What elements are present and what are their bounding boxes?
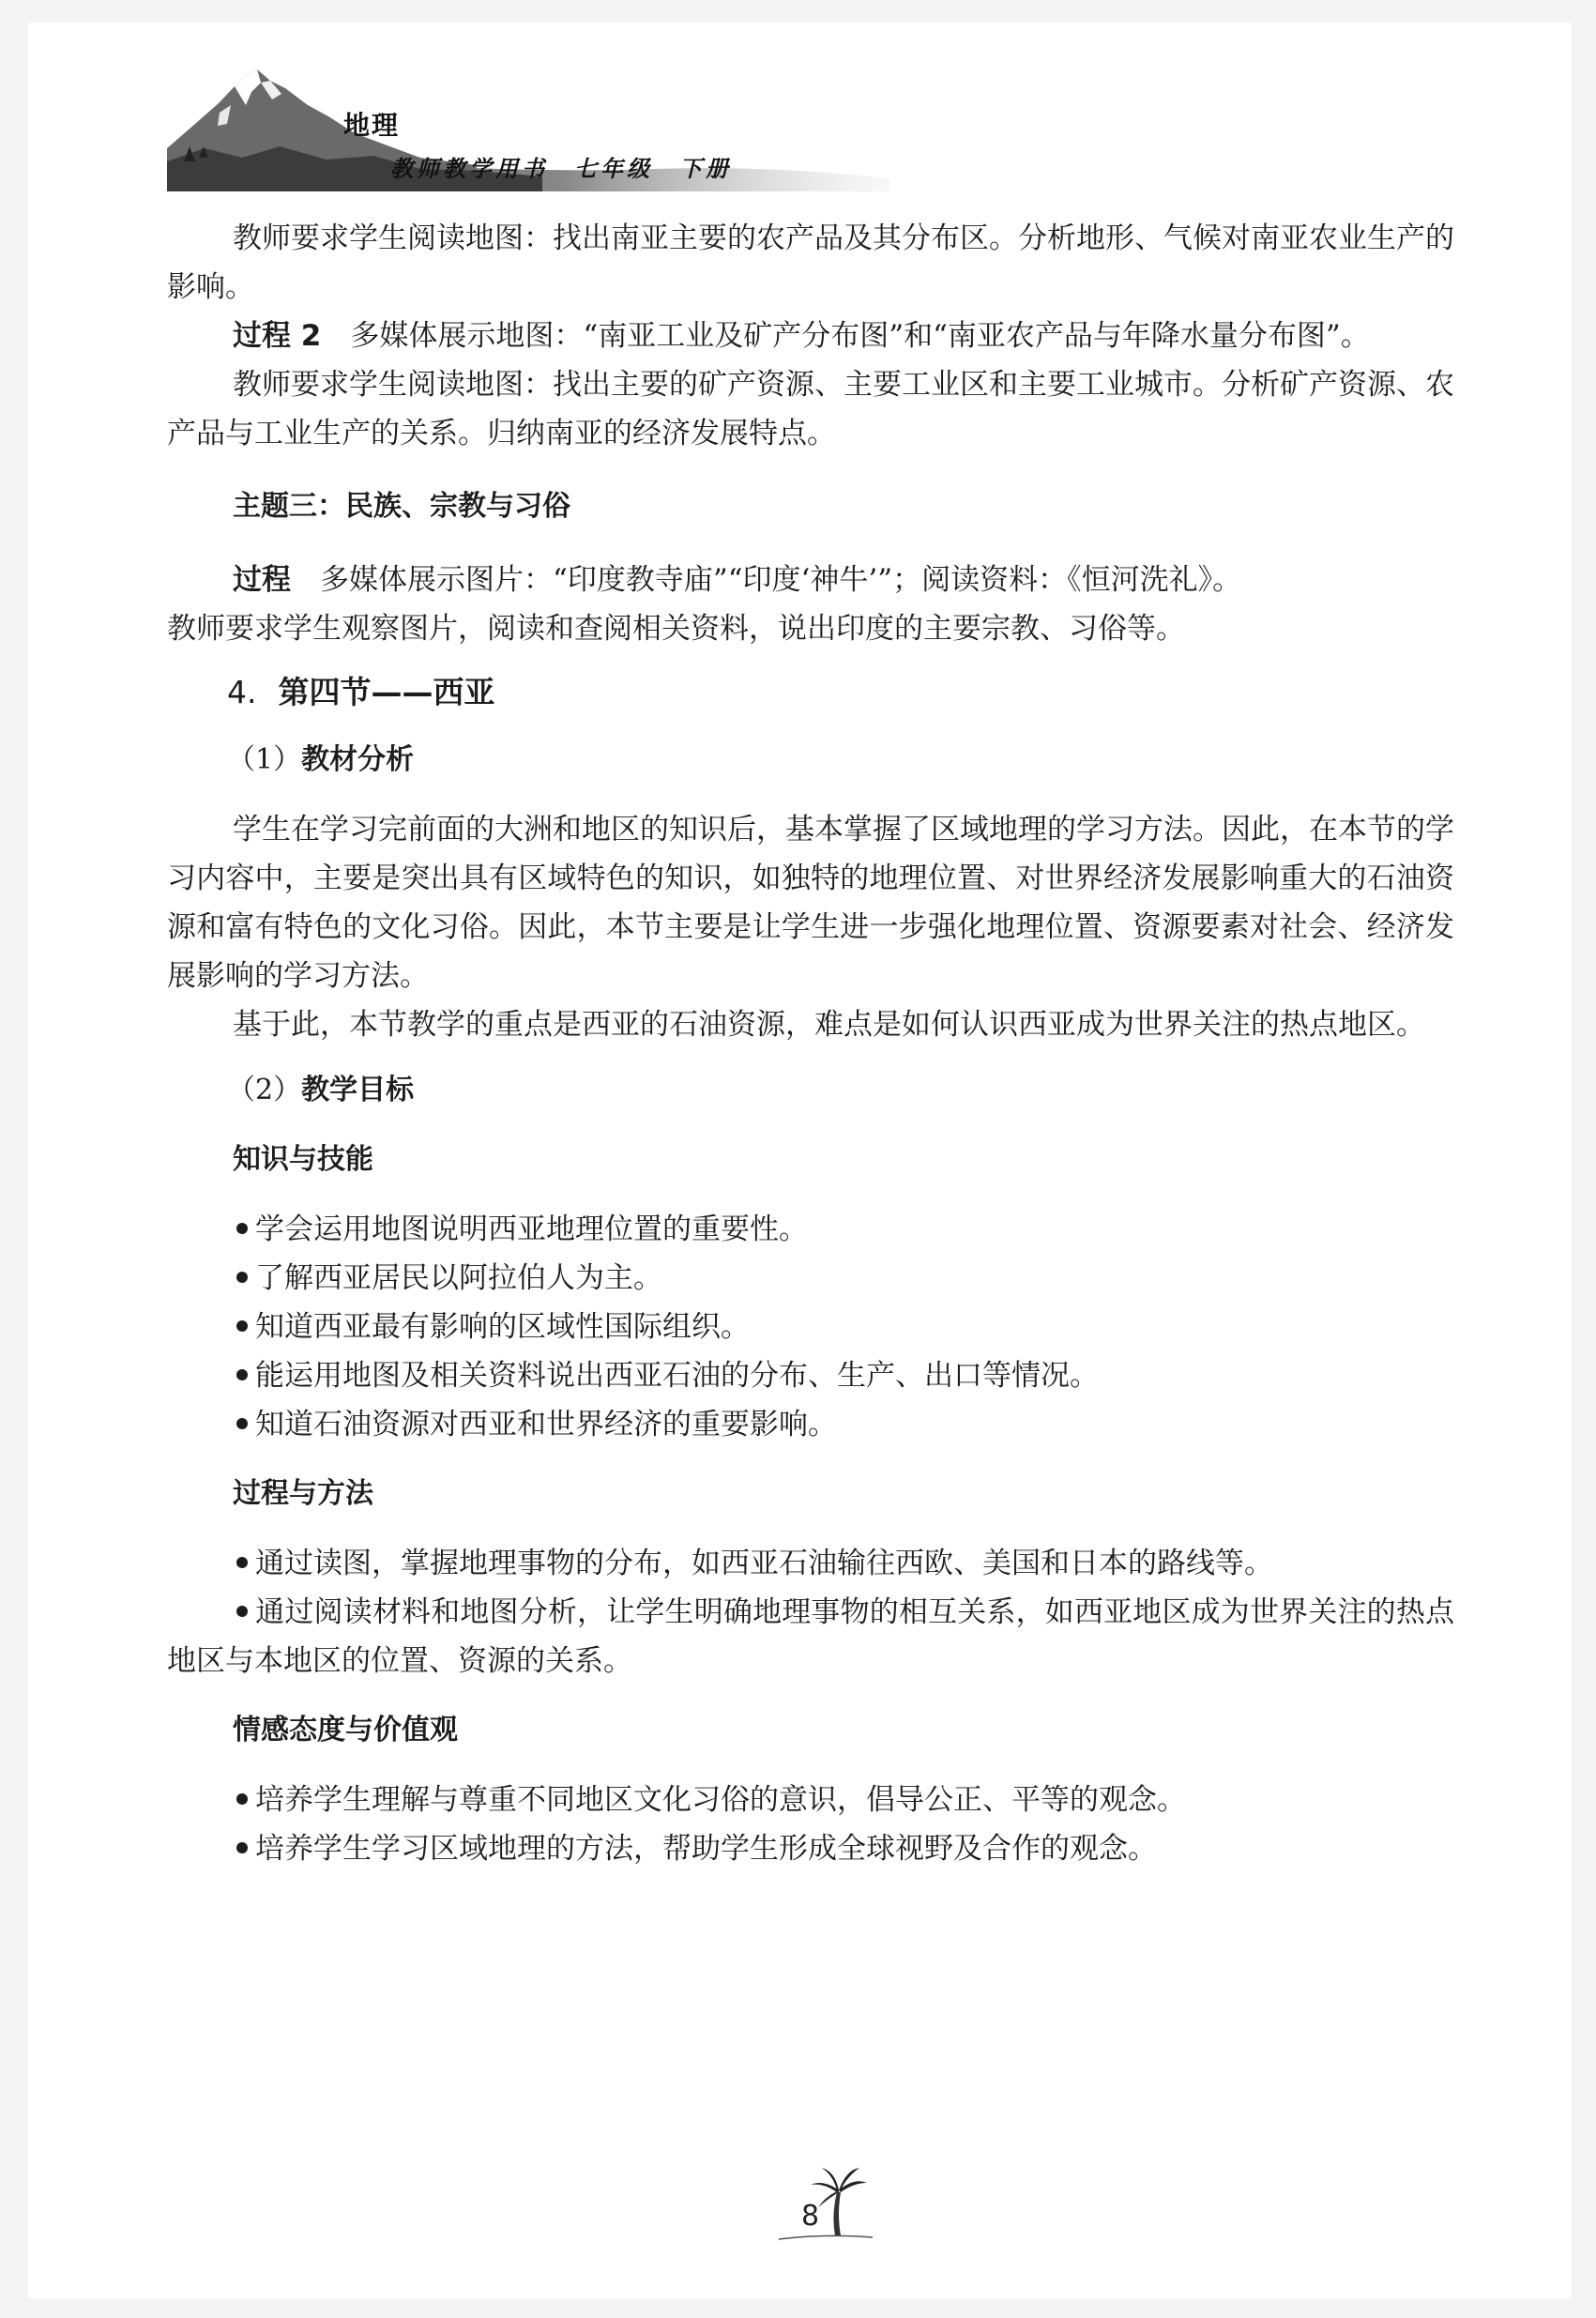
main-content bbox=[167, 214, 1454, 1873]
page-header bbox=[167, 68, 889, 191]
list-item: 知道西亚最有影响的区域性国际组织。 bbox=[167, 1303, 1454, 1351]
bullet-icon bbox=[236, 1369, 248, 1380]
page-number: 8 bbox=[801, 2200, 820, 2233]
paragraph-text: 多媒体展示地图：“南亚工业及矿产分布图”和“南亚农产品与年降水量分布图”。 bbox=[321, 319, 1370, 353]
bullet-icon bbox=[236, 1842, 248, 1853]
list-item: 能运用地图及相关资料说出西亚石油的分布、生产、出口等情况。 bbox=[167, 1351, 1454, 1400]
objective-heading-process: 过程与方法 bbox=[233, 1477, 373, 1510]
paragraph: 基于此，本节教学的重点是西亚的石油资源，难点是如何认识西亚成为世界关注的热点地区。 bbox=[233, 1008, 1425, 1042]
list-item: 通过读图，掌握地理事物的分布，如西亚石油输往西欧、美国和日本的路线等。 bbox=[167, 1539, 1454, 1588]
list-item: 学会运用地图说明西亚地理位置的重要性。 bbox=[167, 1205, 1454, 1254]
bullet-icon bbox=[236, 1557, 248, 1568]
subsection-title: 教学目标 bbox=[301, 1074, 415, 1106]
list-item: 培养学生理解与尊重不同地区文化习俗的意识，倡导公正、平等的观念。 bbox=[167, 1776, 1454, 1824]
list-item: 通过阅读材料和地图分析，让学生明确地理事物的相互关系，如西亚地区成为世界关注的热点地区与本地区的位置、资源的关系。 bbox=[167, 1595, 1454, 1678]
subsection-heading bbox=[167, 1066, 1454, 1115]
header-book-title: 教师教学用书 七年级 下册 bbox=[390, 156, 732, 182]
list-item: 培养学生学习区域地理的方法，帮助学生形成全球视野及合作的观念。 bbox=[167, 1824, 1454, 1873]
objective-heading-knowledge: 知识与技能 bbox=[233, 1143, 373, 1176]
section-title: 第四节——西亚 bbox=[278, 674, 495, 710]
paragraph: 学生在学习完前面的大洲和地区的知识后，基本掌握了区域地理的学习方法。因此，在本节的学习内容中，主要是突出具有区域特色的知识，如独特的地理位置、对世界经济发展影响重大的石油资源和富有特色的文化习俗。因此，本节主要是让学生进一步强化地理位置、资源要素对社会、经济发展影响的学习方法。 bbox=[167, 813, 1454, 993]
subsection-heading bbox=[167, 736, 1454, 785]
list-item: 知道石油资源对西亚和世界经济的重要影响。 bbox=[167, 1400, 1454, 1449]
section-heading bbox=[167, 666, 1454, 719]
bullet-icon bbox=[236, 1606, 248, 1617]
paragraph: 教师要求学生阅读地图：找出主要的矿产资源、主要工业区和主要工业城市。分析矿产资源、农产品与工业生产的关系。归纳南亚的经济发展特点。 bbox=[167, 368, 1454, 450]
paragraph bbox=[167, 312, 1454, 360]
topic-heading: 主题三：民族、宗教与习俗 bbox=[233, 490, 570, 523]
header-subject: 地理 bbox=[343, 110, 401, 141]
subsection-title: 教材分析 bbox=[301, 743, 415, 776]
objective-heading-attitude: 情感态度与价值观 bbox=[233, 1714, 458, 1746]
page-footer bbox=[769, 2158, 882, 2243]
process-label: 过程 bbox=[233, 563, 291, 597]
bullet-icon bbox=[236, 1418, 248, 1429]
paragraph: 教师要求学生观察图片，阅读和查阅相关资料，说出印度的主要宗教、习俗等。 bbox=[167, 612, 1185, 646]
subsection-number: （2） bbox=[227, 1074, 302, 1106]
list-item: 了解西亚居民以阿拉伯人为主。 bbox=[167, 1254, 1454, 1303]
palm-tree-icon bbox=[769, 2158, 882, 2243]
process-label: 过程 2 bbox=[233, 319, 322, 353]
subsection-number: （1） bbox=[227, 743, 302, 776]
bullet-icon bbox=[236, 1320, 248, 1332]
section-number: 4. bbox=[227, 674, 257, 710]
bullet-icon bbox=[236, 1223, 248, 1234]
bullet-icon bbox=[236, 1793, 248, 1805]
paragraph bbox=[167, 556, 1454, 604]
paragraph-text: 多媒体展示图片：“印度教寺庙”“印度‘神牛’”；阅读资料：《恒河洗礼》。 bbox=[291, 563, 1242, 597]
paragraph: 教师要求学生阅读地图：找出南亚主要的农产品及其分布区。分析地形、气候对南亚农业生产的影响。 bbox=[167, 221, 1454, 304]
bullet-icon bbox=[236, 1272, 248, 1283]
